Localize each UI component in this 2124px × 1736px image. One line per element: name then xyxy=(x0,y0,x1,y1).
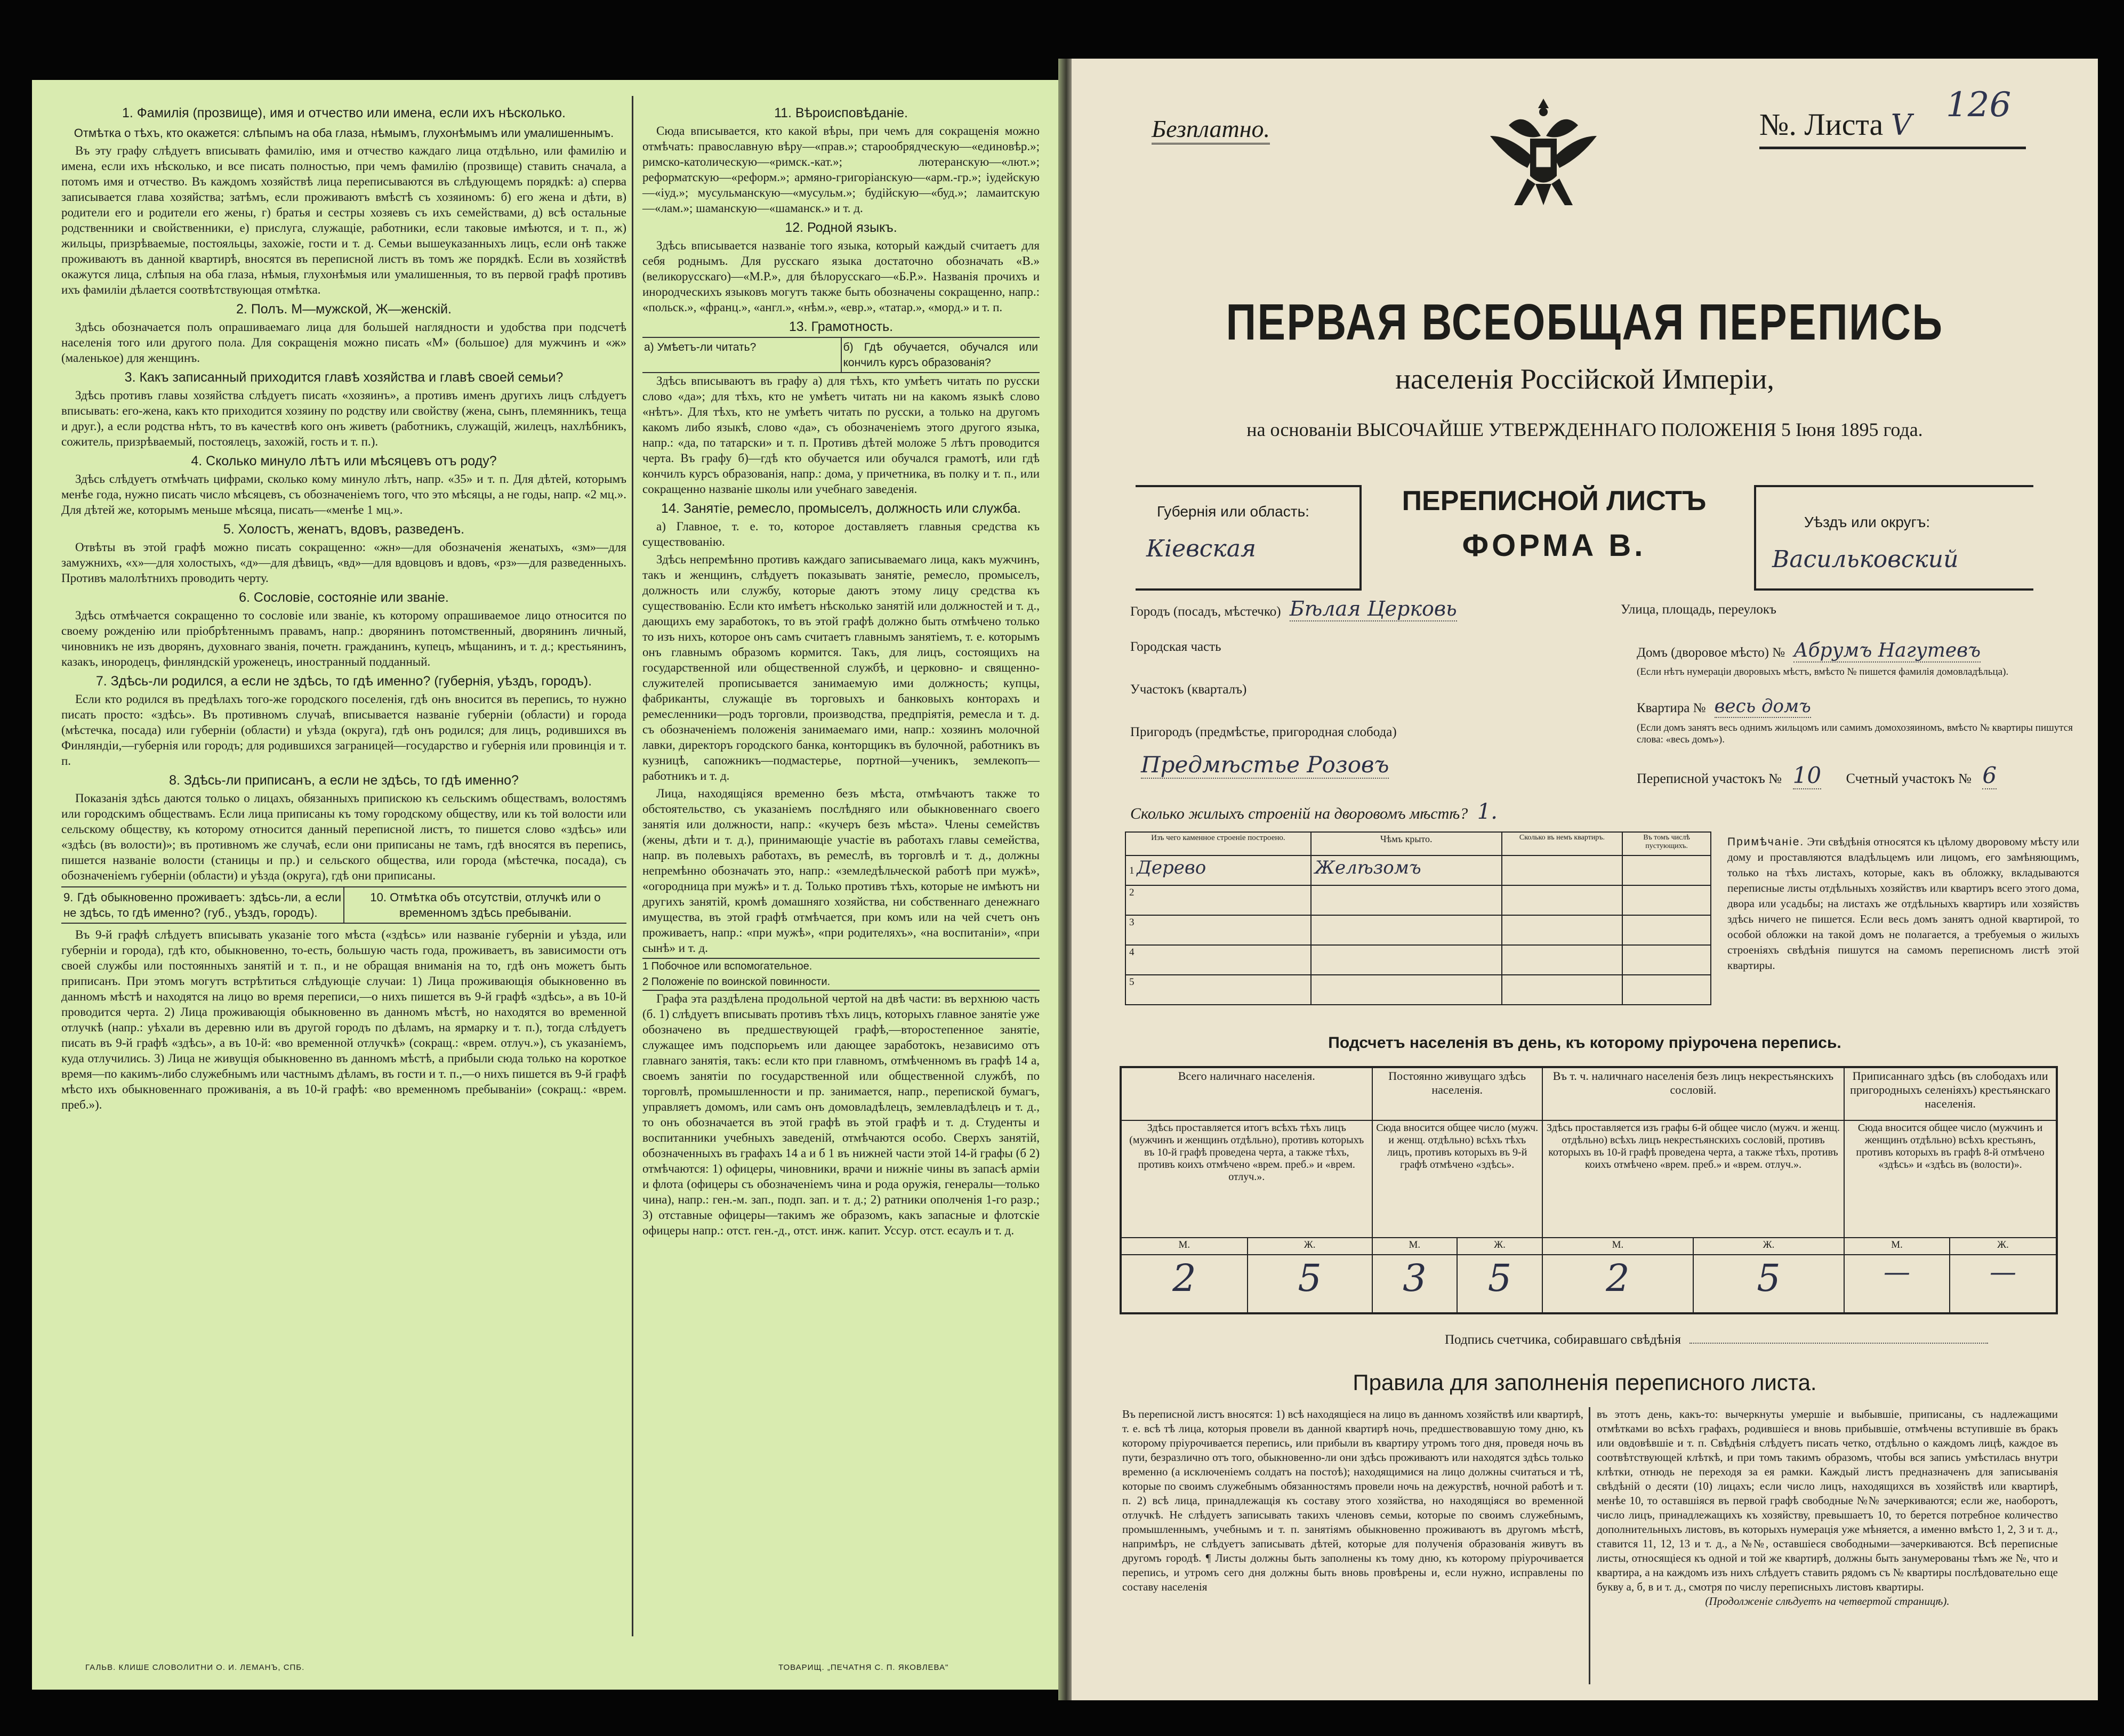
section-8-title: 8. Здѣсь-ли приписанъ, а если не здѣсь, то гдѣ именно? xyxy=(169,773,519,788)
section-14-body: Здѣсь непремѣнно противъ каждаго записываемаго лица, какъ мужчинъ, такъ и женщинъ, слѣдуетъ показывать занятіе, ремесло, промыселъ, должность или службу, которые даютъ этому лицу средства къ существованію. Если кто имѣетъ нѣсколько занятій или должностей и т. д., дающихъ ему заработокъ, то въ этой графѣ должно быть отмѣчено только то изъ нихъ, которое онъ самъ считаетъ главнымъ занятіемъ, т. е. которымъ онъ главнымъ образомъ кормится. Такъ, для лицъ, состоящихъ на государственной или общественной службѣ, и церковно- и священно-служителей прописывается занимаемую ими должность; купцы, фабриканты, служащіе въ торговыхъ и банковыхъ конторахъ и ремесленники—родъ торговли, производства, предпріятія, ремесла и т. д. съ обозначеніемъ положенія занимаемаго ими, напр.: хозяинъ молочной лавки, директоръ городского банка, конторщикъ въ булочной, работникъ въ кузницѣ, сапожникъ—подмастерье, портной—ученикъ, землекопъ—работникъ и т. д. xyxy=(642,553,1040,782)
bld-header-material: Изъ чего каменное строеніе построено. xyxy=(1125,832,1311,855)
buildings-label: Сколько жилыхъ строеній на дворовомъ мѣстѣ? xyxy=(1130,805,1468,822)
column-divider xyxy=(632,96,633,1636)
bld-row xyxy=(1125,885,1711,915)
section-4-body: Здѣсь слѣдуетъ отмѣчать цифрами, сколько кому минуло лѣтъ, напр. «35» и т. п. Для дѣтей, которымъ менѣе года, нужно писать число мѣсяцевъ, съ обозначеніемъ того, что это мѣсяцы, а не годы, напр. «2 мц.». Для дѣтей же, которымъ меньше мѣсяца, писать—«менѣе 1 мц.». xyxy=(61,472,626,516)
section-14-body-2: Лица, находящіяся временно безъ мѣста, отмѣчаютъ также то обстоятельство, съ указаніемъ послѣдняго или обыкновеннаго своего занятія или должности, напр.: «кучеръ безъ мѣста». Члены семействъ (жены, дѣти и т. д.), принимающіе участіе въ работахъ главы семейства, напр. въ полевыхъ работахъ, въ ремеслѣ, въ торговлѣ и т. д., должны непремѣнно обозначать это, напр.: «земледѣльческой работѣ при мужѣ», «огородница при мужѣ» и т. д. Только противъ тѣхъ, которые не имѣютъ ни другихъ занятій, кромѣ домашняго хозяйства, ни собственнаго денежнаго имущества, въ этой графѣ отмѣчается, при комъ или на чей счетъ онъ проживаетъ, напр.: «при мужѣ», «при родителяхъ», «на воспитаніи», «при сынѣ» и т. д. xyxy=(642,787,1040,955)
bld-row xyxy=(1125,855,1711,885)
col-male-label: М. xyxy=(1542,1238,1693,1255)
col-male-label: М. xyxy=(1844,1238,1950,1255)
buildings-note xyxy=(1727,834,2079,973)
bld-row-cell[interactable] xyxy=(1502,945,1622,975)
section-1-body: Въ эту графу слѣдуетъ вписывать фамилію, имя и отчество каждаго лица отдѣльно, или фамилію и имена, если ихъ нѣсколько, и все писать полностью, при чемъ фамилію (прозвище) ставить сначала, а потомъ имя и отчество. Въ каждомъ хозяйствѣ лица переписываются въ слѣдующемъ порядкѣ: а) сперва записывается глава хозяйства; затѣмъ, если проживаютъ вмѣстѣ съ хозяиномъ: б) его жена и дѣти, в) родители его и родители его жены, г) братья и сестры хозяевъ съ ихъ семействами, д) всѣ остальные родственники и свойственники, е) прислуга, служащіе, работники, если таковые имѣются, и т. п., ж) жильцы, призрѣваемые, постояльцы, захожіе, гости и т. д. Семьи вышеуказанныхъ лицъ, если онѣ также проживаютъ въ данной квартирѣ, вносятся въ переписной листъ въ томъ же порядкѣ. Если въ хозяйствѣ окажутся лица, слѣпыя на оба глаза, нѣмыя, глухонѣмыя или умалишенныя, то въ первой графѣ противъ ихъ фамиліи дѣлается соотвѣтствующая отмѣтка. xyxy=(61,144,626,296)
rules-divider xyxy=(1589,1407,1590,1684)
section-13-body: Здѣсь вписываютъ въ графу а) для тѣхъ, кто умѣетъ читать по русски слово «да»; для тѣхъ, кто не умѣетъ читать ни на какомъ языкѣ слово «нѣтъ». Для тѣхъ, кто не умѣетъ читать по русски, а только на другомъ какомъ либо языкѣ, слово «да», съ обозначеніемъ этого другого языка, напр.: «да, по татарски» и т. п. Противъ дѣтей моложе 5 лѣтъ проводится черта. Въ графу б)—гдѣ кто обучается или обучался грамотѣ, или гдѣ кончилъ курсъ образованія, напр.: дома, у причетника, въ полку и т. п., или сокращенно названіе школы или учебнаго заведенія. xyxy=(642,374,1040,496)
form-title: ФОРМА В. xyxy=(1462,528,1646,563)
bld-header-vacant: Въ томъ числѣ пустующихъ. xyxy=(1622,832,1711,855)
section-1-title: 1. Фамилія (прозвище), имя и отчество или имена, если ихъ нѣсколько. xyxy=(122,106,566,120)
bld-row-cell[interactable] xyxy=(1311,885,1502,915)
section-6-body: Здѣсь отмѣчается сокращенно то сословіе или званіе, къ которому опрашиваемое лицо относится по своему рожденію или пріобрѣтеннымъ правамъ, напр.: дворянинъ потомственный, дворянинъ личный, чиновникъ не изъ дворянъ, духовнаго званія, почетн. гражданинъ, купецъ, мѣщанинъ, и т. д.; крестьянинъ, казакъ, инородецъ, финляндскій уроженецъ, иностранный подданный. xyxy=(61,609,626,668)
section-13b: б) Гдѣ обучается, обучался или кончилъ курсъ образованія? xyxy=(843,341,1038,369)
non-peasant-male-value[interactable]: 2 xyxy=(1542,1255,1693,1313)
house-label: Домъ (дворовое мѣсто) № xyxy=(1637,645,1785,660)
bld-row-num: 4 xyxy=(1125,945,1311,975)
page-subtitle: населенія Россійской Имперіи, xyxy=(1395,363,1774,395)
col-female-label: Ж. xyxy=(1248,1238,1372,1255)
section-label: Участокъ (кварталъ) xyxy=(1130,682,1247,697)
uezd-box xyxy=(1754,485,2033,591)
count-desc-peasant: Сюда вносится общее число (мужчинъ и женщинъ отдѣльно) всѣхъ крестьянъ, противъ которыхъ въ графѣ 8-й отмѣчено «здѣсь» и «здѣсь въ (волости)». xyxy=(1844,1120,2057,1238)
census-area-value[interactable]: 10 xyxy=(1792,762,1822,788)
printer-credit-right: ТОВАРИЩ. „ПЕЧАТНЯ С. П. ЯКОВЛЕВА" xyxy=(778,1663,949,1672)
bld-row-cell[interactable] xyxy=(1502,885,1622,915)
section-7-title: 7. Здѣсь-ли родился, а если не здѣсь, то гдѣ именно? (губернія, уѣздъ, городъ). xyxy=(95,674,592,689)
count-desc-total: Здѣсь проставляется итогъ всѣхъ тѣхъ лицъ (мужчинъ и женщинъ отдѣльно), противъ которыхъ въ 10-й графѣ проведена черта, а также тѣхъ, противъ коихъ отмѣчено «врем. преб.» и «врем. отлуч.». xyxy=(1121,1120,1372,1238)
bld-row-cell-apartments[interactable] xyxy=(1502,855,1622,885)
bld-row-cell[interactable] xyxy=(1622,975,1711,1005)
permanent-female-value[interactable]: 5 xyxy=(1457,1255,1542,1313)
section-13a: а) Умѣетъ-ли читать? xyxy=(642,338,842,372)
suburb-label: Пригородъ (предмѣстье, пригородная слобода) xyxy=(1130,725,1397,739)
section-14-title: 14. Занятіе, ремесло, промыселъ, должность или служба. xyxy=(661,501,1021,516)
non-peasant-female-value[interactable]: 5 xyxy=(1693,1255,1844,1313)
permanent-male-value[interactable]: 3 xyxy=(1372,1255,1458,1313)
section-7-body: Если кто родился въ предѣлахъ того-же городского поселенія, гдѣ онъ вносится въ перепись, то нужно писать просто: «здѣсь». Въ противномъ случаѣ, вписывается названіе губерніи (области) и города (мѣстечка, посада) или губерніи (области) и уѣзда (округа), гдѣ онъ родился; для лицъ, родившихся въ Финляндіи,—губернія или городъ; для родившихся заграницей—государство и губернія или провинція и т. п. xyxy=(61,692,626,768)
bld-header-roof: Чѣмъ крыто. xyxy=(1311,832,1502,855)
bld-roof-value: Желѣзомъ xyxy=(1314,857,1421,878)
total-female-value[interactable]: 5 xyxy=(1248,1255,1372,1313)
count-header-permanent: Постоянно живущаго здѣсь населенія. xyxy=(1372,1067,1542,1120)
section-13-title: 13. Грамотность. xyxy=(789,319,894,334)
buildings-field xyxy=(1130,800,1498,824)
census-area-label: Переписной участокъ № xyxy=(1637,771,1782,786)
section-14a: а) Главное, т. е. то, которое доставляетъ главныя средства къ существованію. xyxy=(642,520,1040,548)
count-area-label: Счетный участокъ № xyxy=(1846,771,1972,786)
bld-row-cell-roof[interactable] xyxy=(1311,855,1502,885)
census-area-field xyxy=(1637,762,1997,788)
peasant-female-value[interactable]: — xyxy=(1950,1255,2057,1313)
section-14-note-2: 2 Положеніе по воинской повинности. xyxy=(642,974,1040,991)
bld-row-cell[interactable] xyxy=(1502,915,1622,945)
section-13-subheads xyxy=(642,337,1040,373)
legal-basis: на основаніи ВЫСОЧАЙШЕ УТВЕРЖДЕННАГО ПОЛОЖЕНІЯ 5 Іюня 1895 года. xyxy=(1246,419,1923,440)
col-female-label: Ж. xyxy=(1950,1238,2057,1255)
bld-row-cell[interactable] xyxy=(1622,915,1711,945)
rules-column-2 xyxy=(1597,1407,2058,1609)
signature-label: Подпись счетчика, собиравшаго свѣдѣнія xyxy=(1445,1333,1681,1347)
bld-row-num: 2 xyxy=(1125,885,1311,915)
page-title: ПЕРВАЯ ВСЕОБЩАЯ ПЕРЕПИСЬ xyxy=(1226,294,1944,351)
col-female-label: Ж. xyxy=(1693,1238,1844,1255)
district-label: Городская часть xyxy=(1130,640,1221,654)
population-count-table xyxy=(1120,1066,2058,1314)
bld-row-num: 1 xyxy=(1129,865,1135,876)
bld-material-value: Дерево xyxy=(1137,857,1206,878)
instructions-column-2 xyxy=(642,101,1040,1240)
total-male-value[interactable]: 2 xyxy=(1121,1255,1248,1313)
section-5-body: Отвѣты въ этой графѣ можно писать сокращенно: «жн»—для обозначенія женатыхъ, «зм»—для замужнихъ, «х»—для холостыхъ, «д»—для дѣвицъ, «вд»—для вдовцовъ и вдовъ, «рз»—для разведенныхъ. Противъ малолѣтнихъ проводить черту. xyxy=(61,540,626,585)
section-8-body: Показанія здѣсь даются только о лицахъ, обязанныхъ припискою къ сельскимъ обществамъ, волостямъ или городскимъ обществамъ. Если лица приписаны къ тому городскому обществу, или къ той волости или сельскому обществу, къ которому относится данный переписной листъ, то пишется слово «здѣсь» или «здѣсь (въ волости)»; въ противномъ же случаѣ, если они приписаны не тамъ, гдѣ вносятся въ перепись, пишется названіе волости (станицы и пр.) и сельского общества, или города (мѣстечка, посада), съ обозначеніемъ губерніи (области) и уѣзда (округа), гдѣ они приписаны. xyxy=(61,792,626,882)
section-2-body: Здѣсь обозначается полъ опрашиваемаго лица для большей наглядности и удобства при подсчетѣ населенія того или другого пола. Для сокращенія можно писать «М» (большое) для мужчинъ и «ж» (маленькое) для женщинъ. xyxy=(61,320,626,365)
count-header-peasant: Приписаннаго здѣсь (въ слободахъ или пригородныхъ селеніяхъ) крестьянскаго населенія. xyxy=(1844,1067,2057,1120)
bld-row-cell[interactable] xyxy=(1311,945,1502,975)
section-3-body: Здѣсь противъ главы хозяйства слѣдуетъ писать «хозяинъ», а противъ именъ другихъ лицъ слѣдуетъ вписывать: его-жена, какъ кто приходится хозяину по родству или свойству (жена, сынъ, племянникъ, теща и друг.), а если родства нѣтъ, то въ качествѣ кого онъ живетъ (работникъ, служащій, жилецъ, нахлѣбникъ, сожитель, призрѣваемый, постоялецъ, захожій, гость и т. п.). xyxy=(61,389,626,448)
count-area-value[interactable]: 6 xyxy=(1982,762,1997,788)
gubernia-value[interactable]: Кіевская xyxy=(1146,535,1257,562)
section-6-title: 6. Сословіе, состояніе или званіе. xyxy=(239,590,449,605)
house-note: (Если нѣтъ нумераціи дворовыхъ мѣстъ, вмѣсто № пишется фамилія домовладѣльца). xyxy=(1637,666,2009,677)
sheet-number-label xyxy=(1759,107,1912,142)
bld-row xyxy=(1125,915,1711,945)
bld-row-cell-vacant[interactable] xyxy=(1622,855,1711,885)
note-text: Эти свѣдѣнія относятся къ цѣлому дворовому мѣсту или дому и проставляются владѣльцемъ или лицомъ, его замѣняющимъ, только на тѣхъ листахъ, которые, какъ въ обложку, вкладываются переписные листы отдѣльныхъ хозяйствъ или квартиръ всего этого дома, двора или усадьбы; на листахъ же отдѣльныхъ квартиръ или хозяйствъ здѣсь ничего не пишется. Если весь домъ занятъ одной квартирой, то особой обложки на такой домъ не полагается, а требуемыя о жилыхъ строеніяхъ свѣдѣнія пишутся на самомъ переписномъ листѣ этой квартиры. xyxy=(1727,835,2079,972)
count-header-non-peasant: Въ т. ч. наличнаго населенія безъ лицъ некрестьянскихъ сословій. xyxy=(1542,1067,1844,1120)
city-field xyxy=(1130,597,1457,620)
col-male-label: М. xyxy=(1121,1238,1248,1255)
printer-credit-left: ГАЛЬВ. КЛИШЕ СЛОВОЛИТНИ О. И. ЛЕМАНЪ, СПБ. xyxy=(85,1663,305,1672)
free-label: Безплатно. xyxy=(1152,115,1270,144)
rules-column-1: Въ переписной листъ вносятся: 1) всѣ находящіеся на лицо въ данномъ хозяйствѣ или квартирѣ, т. е. всѣ тѣ лица, которыя провели въ данной квартирѣ ночь, предшествовавшую тому дню, къ которому пріурочивается перепись, или прибыли въ квартиру утромъ того дня, проведя ночь въ пути, безразлично отъ того, обыкновенно-ли они здѣсь проживаютъ или находятся здѣсь только временно (а исключеніемъ солдатъ на постоѣ); находящимися на лицо должны считаться и тѣ, которые по своимъ служебнымъ обязанностямъ провели ночь на дежурствѣ, ночной работѣ и т. п. 2) всѣ лица, принадлежащія къ составу этого хозяйства, но находящіяся во временной отлучкѣ. Не слѣдуетъ записывать такихъ членовъ семьи, которые по своимъ служебнымъ, промышленнымъ, учебнымъ и т. п. занятіямъ обыкновенно проживаютъ въ другомъ мѣстѣ, напримѣръ, не слѣдуетъ записывать дѣтей, которые для полученія образованія живутъ въ другомъ городѣ. ¶ Листы должны быть заполнены къ тому дню, къ которому пріурочивается перепись, и утромъ сего дня должны быть вновь провѣрены и, если нужно, исправлены по составу населенія xyxy=(1122,1408,1583,1593)
count-desc-permanent: Сюда вносится общее число (мужч. и женщ. отдѣльно) всѣхъ тѣхъ лицъ, противъ которыхъ въ 9-й графѣ отмѣчено «здѣсь». xyxy=(1372,1120,1542,1238)
peasant-male-value[interactable]: — xyxy=(1844,1255,1950,1313)
rules-continued-note: (Продолженіе слѣдуетъ на четвертой страницѣ). xyxy=(1705,1595,1950,1608)
count-title: Подсчетъ населенія въ день, къ которому пріурочена перепись. xyxy=(1328,1034,1841,1052)
section-10-title: 10. Отмѣтка объ отсутствіи, отлучкѣ или о временномъ здѣсь пребываніи. xyxy=(370,891,601,919)
signature-line[interactable] xyxy=(1689,1343,1988,1344)
uezd-label: Уѣздъ или округъ: xyxy=(1804,514,1930,530)
apartment-value[interactable]: весь домъ xyxy=(1714,696,1811,717)
city-label: Городъ (посадъ, мѣстечко) xyxy=(1130,604,1281,619)
signature-field xyxy=(1445,1333,1988,1347)
bld-row xyxy=(1125,975,1711,1005)
section-9-body: Въ 9-й графѣ слѣдуетъ вписывать указаніе того мѣста («здѣсь» или названіе губерніи и уѣзда, или губерніи и города), гдѣ кто, обыкновенно, то-есть, большую часть года, проживаетъ, въ зависимости отъ своей службы или постоянныхъ занятій и т. п., и не обращая вниманія на то, гдѣ онъ можетъ быть приписанъ. При этомъ могутъ встрѣтиться слѣдующіе случаи: 1) Лица проживающія обыкновенно въ данномъ мѣстѣ и находятся на лицо во время переписи,—о нихъ пишется въ 9-й графѣ «здѣсь», а въ 10-й проводится черта. 2) Лица проживающія обыкновенно въ данномъ мѣстѣ, но находятся во временной отлучкѣ (напр.: уѣхали въ деревню или въ другой городъ по дѣламъ, на ярмарку и т. п.), тогда слѣдуетъ писать въ 9-й графѣ «здѣсь», а въ 10-й: «во временной отлучкѣ» (сокращ.: «врем. отлуч.»), съ указаніемъ, куда отлучились. 3) Лица не живущія обыкновенно въ данномъ мѣстѣ, а прибыли сюда только на короткое время—по какимъ-либо служебнымъ или частнымъ дѣламъ, въ гости и т. п.,—о нихъ пишется въ 9-й графѣ мѣсто ихъ обыкновеннаго проживанія, а въ 10-й графѣ: «во временномъ пребываніи» (сокращ.: «врем. преб.»). xyxy=(61,928,626,1111)
suburb-value[interactable]: Предмѣстье Розовъ xyxy=(1141,752,1389,778)
house-field xyxy=(1637,640,1981,661)
bld-row-num: 3 xyxy=(1125,915,1311,945)
bld-row xyxy=(1125,945,1711,975)
archive-sheet-stamp: 126 xyxy=(1946,85,2012,125)
bld-row-cell[interactable] xyxy=(1622,885,1711,915)
sheet-number-text: №. Листа xyxy=(1759,107,1884,142)
section-14-body-3: Графа эта раздѣлена продольной чертой на двѣ части: въ верхнюю часть (б. 1) слѣдуетъ вписывать противъ тѣхъ лицъ, которыхъ главное занятіе уже обозначено въ предшествующей графѣ,—второстепенное занятіе, служащее имъ подспорьемъ или дающее заработокъ, независимо отъ главнаго занятія, такъ: если кто при главномъ, отмѣченномъ въ графѣ 14 а, своемъ занятіи по государственной или общественной службѣ, по торговлѣ, промышленности и пр. занимается, напр., перепиской бумагъ, управляетъ домомъ, или самъ онъ домовладѣлецъ, землевладѣлецъ и т. д., то онъ обозначается въ этой графѣ въ этой графѣ и т. д. Студенты и воспитанники учебныхъ заведеній, отмѣчаются особо. Сверхъ занятій, обозначенныхъ въ графахъ 14 а и б 1 въ нижней части этой 14-й графы (б 2) отмѣчаются: 1) офицеры, чиновники, врачи и нижніе чины въ запасѣ арміи и флота (офицеры съ обозначеніемъ чина и рода оружія, генералы—только чина), напр.: ген.-м. зап., подп. зап. и т. д.; 2) ратники ополченія 1-го разр.; 3) отставные офицеры—такимъ же образомъ, какъ запасные и флотскіе офицеры напр.: отст. ген.-д., отст. инж. капит. Уссур. отст. есаулъ и т. д. xyxy=(642,992,1040,1237)
gubernia-box xyxy=(1136,485,1362,591)
section-4-title: 4. Сколько минуло лѣтъ или мѣсяцевъ отъ роду? xyxy=(191,454,497,469)
city-value[interactable]: Бѣлая Церковь xyxy=(1289,597,1457,620)
bld-header-apartments: Сколько въ немъ квартиръ. xyxy=(1502,832,1622,855)
section-2-title: 2. Полъ. М—мужской, Ж—женскій. xyxy=(236,302,452,317)
section-9-10-header xyxy=(61,886,626,924)
sheet-number-underline xyxy=(1759,147,2026,149)
bld-row-cell-material[interactable] xyxy=(1125,855,1311,885)
bld-row-cell[interactable] xyxy=(1311,975,1502,1005)
street-label: Улица, площадь, переулокъ xyxy=(1621,602,1776,617)
bld-row-num: 5 xyxy=(1125,975,1311,1005)
gubernia-label: Губернія или область: xyxy=(1157,503,1309,520)
buildings-table xyxy=(1125,831,1711,1005)
sheet-title: ПЕРЕПИСНОЙ ЛИСТЪ xyxy=(1402,486,1707,516)
bld-row-cell[interactable] xyxy=(1502,975,1622,1005)
section-9-title: 9. Гдѣ обыкновенно проживаетъ: здѣсь-ли, а если не здѣсь, то гдѣ именно? (губ., уѣздъ, городъ). xyxy=(61,887,344,923)
sheet-number-value: V xyxy=(1890,108,1912,142)
section-12-title: 12. Родной языкъ. xyxy=(785,220,897,235)
rules-title: Правила для заполненія переписного листа. xyxy=(1353,1370,1817,1395)
section-3-title: 3. Какъ записанный приходится главѣ хозяйства и главѣ своей семьи? xyxy=(124,370,564,385)
section-1-note: Отмѣтка о тѣхъ, кто окажется: слѣпымъ на оба глаза, нѣмымъ, глухонѣмымъ или умалишеннымъ. xyxy=(74,126,614,140)
section-5-title: 5. Холостъ, женатъ, вдовъ, разведенъ. xyxy=(223,522,465,537)
count-desc-non-peasant: Здѣсь проставляется изъ графы 6-й общее число (мужч. и женщ. отдѣльно) всѣхъ лицъ некрестьянскихъ сословій, противъ которыхъ въ 10-й графѣ проведена черта, а также тѣхъ, противъ коихъ отмѣчено «врем. преб.» и «врем. отлуч.». xyxy=(1542,1120,1844,1238)
section-12-body: Здѣсь вписывается названіе того языка, который каждый считаетъ для себя роднымъ. Для русскаго языка достаточно обозначать «В.» (великорусскаго)—«М.Р.», для бѣлорусскаго—«Б.Р.». Названія прочихъ и инородческихъ языковъ могутъ также быть обозначены сокращенно, напр.: «польск.», «франц.», «англ.», «нѣм.», «евр.», «татар.», «морд.» и т. п. xyxy=(642,239,1040,314)
apartment-note: (Если домъ занятъ весь однимъ жильцомъ или самимъ домохозяиномъ, вмѣсто № квартиры пишутся слова: «весь домъ»). xyxy=(1637,722,2073,745)
left-page xyxy=(32,80,1061,1690)
section-11-title: 11. Вѣроисповѣданіе. xyxy=(774,106,908,120)
buildings-value[interactable]: 1. xyxy=(1477,800,1498,824)
imperial-eagle-emblem xyxy=(1477,88,1610,221)
house-value[interactable]: Абрумъ Нагутевъ xyxy=(1793,640,1981,661)
apartment-field xyxy=(1637,696,1811,717)
instructions-column-1 xyxy=(61,101,626,1115)
count-header-total: Всего наличнаго населенія. xyxy=(1121,1067,1372,1120)
right-page xyxy=(1072,59,2098,1700)
uezd-value[interactable]: Васильковский xyxy=(1772,546,1959,573)
section-11-body: Сюда вписывается, кто какой вѣры, при чемъ для сокращенія можно отмѣчать: православную вѣру—«прав.»; старообрядческую—«единовѣр.»; римско-католическую—«римск.-кат.»; лютеранскую—«лют.»; реформатскую—«реформ.»; армяно-григоріанскую—«арм.-гр.»; іудейскую—«іуд.»; мусульманскую—«мусульм.»; будійскую—«буд.»; ламаитскую—«лам.»; шаманскую—«шаманск.» и т. д. xyxy=(642,124,1040,215)
col-female-label: Ж. xyxy=(1457,1238,1542,1255)
bld-row-cell[interactable] xyxy=(1311,915,1502,945)
rules-column-2-text: въ этотъ день, какъ-то: вычеркнуты умершіе и выбывшіе, приписаны, съ надлежащими отмѣтками во всѣхъ графахъ, родившіеся и вновь прибывшіе, отмѣчены вступившіе въ бракъ или овдовѣвшіе и т. п. Свѣдѣнія слѣдуетъ писать четко, отдѣльно о каждомъ лицѣ, каждое въ соотвѣтствующей клѣткѣ, и при томъ такимъ образомъ, чтобы вся запись умѣстилась внутри клѣтки, отнюдь не переходя за ея рамки. Каждый листъ предназначенъ для записыванія свѣдѣній о десяти (10) лицахъ; если число лицъ, находящихся въ хозяйствѣ или квартирѣ, менѣе 10, то оставшіяся въ первой графѣ свободные №№ зачеркиваются; если же, наоборотъ, число лицъ, принадлежащихъ къ хозяйству, превышаетъ 10, то берется потребное количество дополнительныхъ листовъ, въ которыхъ нумерація уже мѣняется, а именно вмѣсто 1, 2, 3 и т. д., ставится 11, 12, 13 и т. д., а №№, оставшіеся свободными—зачеркиваются. Всѣ переписные листы, относящіеся къ одной и той же квартирѣ, должны быть занумерованы тѣмъ же №, что и квартира, а на каждомъ изъ нихъ слѣдуетъ ставить рядомъ съ № квартиры послѣдовательно еще букву а, б, в и т. д., смотря по числу переписныхъ листовъ квартиры. xyxy=(1597,1408,2058,1593)
note-title: Примѣчаніе. xyxy=(1727,836,1805,848)
apartment-label: Квартира № xyxy=(1637,701,1706,715)
section-14-note-1: 1 Побочное или вспомогательное. xyxy=(642,958,1040,974)
col-male-label: М. xyxy=(1372,1238,1458,1255)
bld-row-cell[interactable] xyxy=(1622,945,1711,975)
